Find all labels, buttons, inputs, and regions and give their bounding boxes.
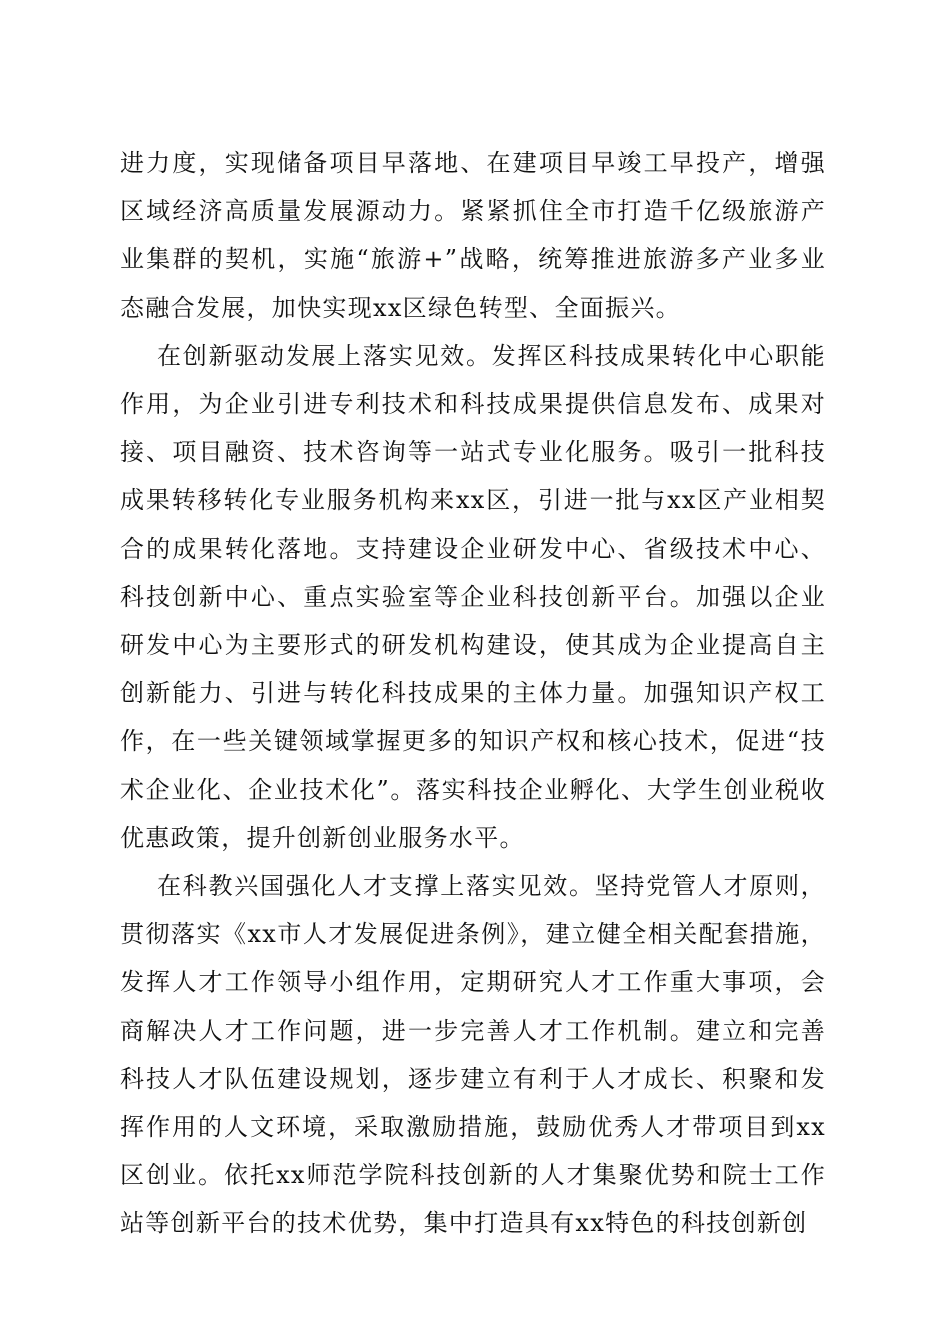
paragraph-2: 在创新驱动发展上落实见效。发挥区科技成果转化中心职能作用，为企业引进专利技术和科技成果提供信息发布、成果对接、项目融资、技术咨询等一站式专业化服务。吸引一批科技成果转移转化专业服务机构来xx区，引进一批与xx区产业相契合的成果转化落地。支持建设企业研发中心、省级技术中心、科技创新中心、重点实验室等企业科技创新平台。加强以企业研发中心为主要形式的研发机构建设，使其成为企业提高自主创新能力、引进与转化科技成果的主体力量。加强知识产权工作，在一些关键领域掌握更多的知识产权和核心技术，促进“技术企业化、企业技术化”。落实科技企业孵化、大学生创业税收优惠政策，提升创新创业服务水平。 bbox=[120, 341, 826, 852]
paragraph-1: 进力度，实现储备项目早落地、在建项目早竣工早投产，增强区域经济高质量发展源动力。紧紧抓住全市打造千亿级旅游产业集群的契机，实施“旅游+”战略，统筹推进旅游多产业多业态融合发展，加快实现xx区绿色转型、全面振兴。 bbox=[120, 149, 826, 322]
paragraph-3: 在科教兴国强化人才支撑上落实见效。坚持党管人才原则，贯彻落实《xx市人才发展促进条例》，建立健全相关配套措施，发挥人才工作领导小组作用，定期研究人才工作重大事项，会商解决人才工作问题，进一步完善人才工作机制。建立和完善科技人才队伍建设规划，逐步建立有利于人才成长、积聚和发挥作用的人文环境，采取激励措施，鼓励优秀人才带项目到xx区创业。依托xx师范学院科技创新的人才集聚优势和院士工作站等创新平台的技术优势，集中打造具有xx特色的科技创新创 bbox=[120, 872, 826, 1238]
document-body bbox=[120, 139, 826, 1248]
